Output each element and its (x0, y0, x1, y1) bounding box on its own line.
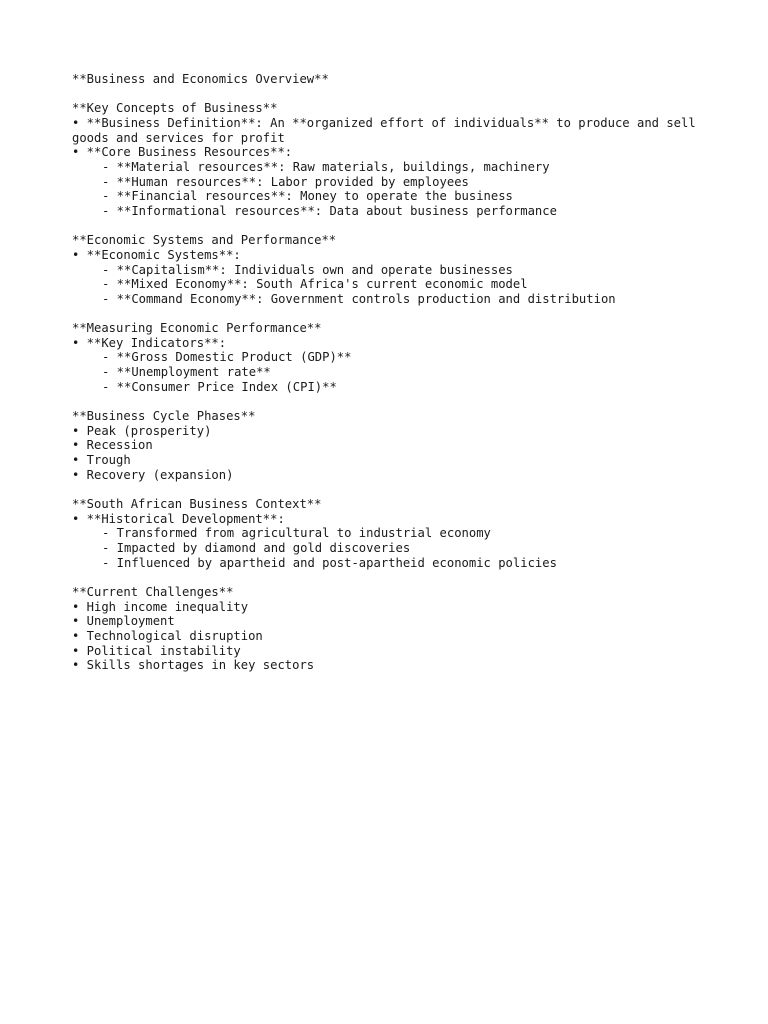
document-title: **Business and Economics Overview** (72, 72, 329, 86)
bullet-item: • **Core Business Resources**: (72, 145, 293, 160)
document-body (72, 72, 712, 673)
bullet-item: • **Historical Development**: (72, 511, 285, 526)
spacer (72, 394, 712, 409)
bullet-item: • Unemployment (72, 614, 175, 629)
section-heading: **South African Business Context** (72, 496, 322, 511)
spacer (72, 219, 712, 234)
section-heading: **Economic Systems and Performance** (72, 233, 337, 248)
spacer (72, 482, 712, 497)
section-heading: **Key Concepts of Business** (72, 101, 278, 116)
sub-item: - **Command Economy**: Government controls production and distribution (102, 291, 616, 306)
sub-item: - Transformed from agricultural to industrial economy (102, 526, 491, 541)
sub-item: - **Human resources**: Labor provided by employees (102, 174, 469, 189)
bullet-item: • High income inequality (72, 599, 249, 614)
sub-item: - Influenced by apartheid and post-apartheid economic policies (102, 555, 557, 570)
spacer (72, 570, 712, 585)
sub-item: - **Capitalism**: Individuals own and operate businesses (102, 262, 513, 277)
bullet-item: • **Economic Systems**: (72, 247, 241, 262)
spacer (72, 87, 712, 102)
section-heading: **Current Challenges** (72, 584, 234, 599)
bullet-item: • Technological disruption (72, 628, 263, 643)
section-heading: **Business Cycle Phases** (72, 409, 256, 424)
bullet-item: • Skills shortages in key sectors (72, 658, 315, 673)
bullet-item: • Recovery (expansion) (72, 467, 234, 482)
bullet-item: • Recession (72, 438, 153, 453)
sub-item: - **Consumer Price Index (CPI)** (102, 379, 337, 394)
sub-item: - **Gross Domestic Product (GDP)** (102, 350, 352, 365)
sub-item: - **Unemployment rate** (102, 365, 271, 380)
sub-item: - **Mixed Economy**: South Africa's current economic model (102, 277, 528, 292)
spacer (72, 306, 712, 321)
bullet-item: • **Key Indicators**: (72, 335, 227, 350)
bullet-item: • Political instability (72, 643, 241, 658)
bullet-item: • **Business Definition**: An **organized effort of individuals** to produce and sell goods and services for profit (72, 115, 704, 145)
sub-item: - Impacted by diamond and gold discoveries (102, 540, 411, 555)
bullet-item: • Peak (prosperity) (72, 423, 212, 438)
section-heading: **Measuring Economic Performance** (72, 321, 322, 336)
sub-item: - **Material resources**: Raw materials, buildings, machinery (102, 159, 550, 174)
sub-item: - **Informational resources**: Data about business performance (102, 203, 557, 218)
bullet-item: • Trough (72, 453, 131, 467)
sub-item: - **Financial resources**: Money to operate the business (102, 189, 513, 204)
